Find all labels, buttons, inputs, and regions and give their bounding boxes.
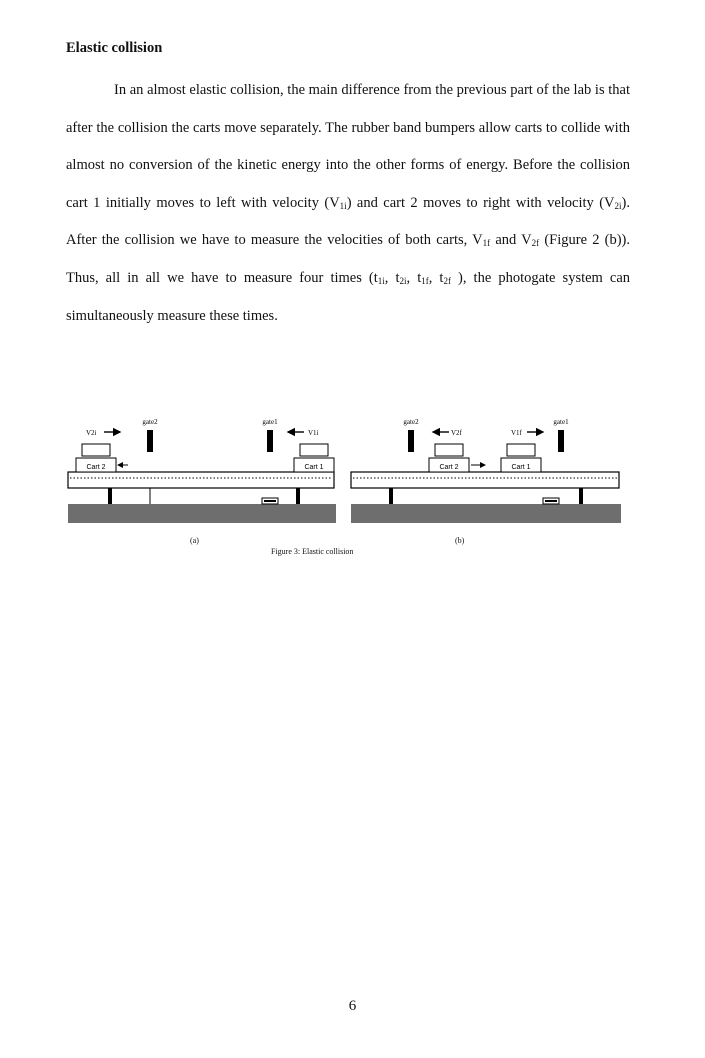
cart-2-label: Cart 2 [86,464,106,471]
ground-block-fill [264,500,276,502]
text-run: , t [428,269,444,286]
gate-1-label: gate1 [553,418,569,426]
subscript: 2i [399,275,407,286]
subscript: 1i [377,275,385,286]
gate-2-label: gate2 [403,418,419,426]
track-leg [296,488,300,504]
cart-2-top [82,444,110,456]
text-run: ). After the collision we have to measure the velocities of both carts, V [66,194,630,249]
subscript: 1f [482,238,491,249]
panel-a-label: (a) [190,536,199,545]
figure-diagram [66,410,626,535]
velocity-v1i-label: V1i [308,429,319,437]
subscript: 2f [443,275,451,286]
body-paragraph [66,72,630,335]
gate-1-sensor [267,430,273,452]
subscript: 1i [339,200,347,211]
cart-2-label: Cart 2 [439,464,459,471]
text-run: ) and cart 2 moves to right with velocity (V [346,194,615,211]
text-run: and V [490,232,532,249]
text-run: In an almost elastic collision, the main difference from the previous part of the lab is that after the collision the carts move separately. The rubber band bumpers allow carts to collide with almost no conversion of the kinetic energy into the other forms of energy. Before the collision cart 1 initially moves to left with velocity (V [66,82,630,211]
gate-2-label: gate2 [142,418,158,426]
ground-slab [351,504,621,523]
ground-slab [68,504,336,523]
air-track [68,472,334,488]
figure-caption: Figure 3: Elastic collision [271,547,354,556]
velocity-v2i-label: V2i [86,429,97,437]
text-run: , t [406,269,422,286]
cart-2-top [435,444,463,456]
cart-1-label: Cart 1 [511,464,531,471]
text-run: ), the photogate system can simultaneously measure these times. [66,269,631,324]
cart-1-top [300,444,328,456]
subscript: 2i [614,200,622,211]
gate-2-sensor [147,430,153,452]
text-run: , t [384,269,400,286]
air-track [351,472,619,488]
velocity-v1f-label: V1f [511,429,522,437]
cart-1-label: Cart 1 [304,464,324,471]
track-leg [108,488,112,504]
text-run: (Figure 2 (b)). Thus, all in all we have to measure four times (t [66,232,630,286]
panel-b-label: (b) [455,536,465,545]
gate-1-label: gate1 [262,418,278,426]
section-heading: Elastic collision [66,40,163,56]
page-number: 6 [348,998,357,1014]
gate-2-sensor [408,430,414,452]
elastic-collision-figure [66,410,626,570]
gate-1-sensor [558,430,564,452]
ground-block-fill [545,500,557,502]
panel-b [351,418,621,523]
track-leg [389,488,393,504]
panel-a [68,418,336,523]
cart-1-top [507,444,535,456]
subscript: 2f [531,238,540,249]
velocity-v2f-label: V2f [451,429,462,437]
subscript: 1f [421,275,429,286]
track-leg [579,488,583,504]
